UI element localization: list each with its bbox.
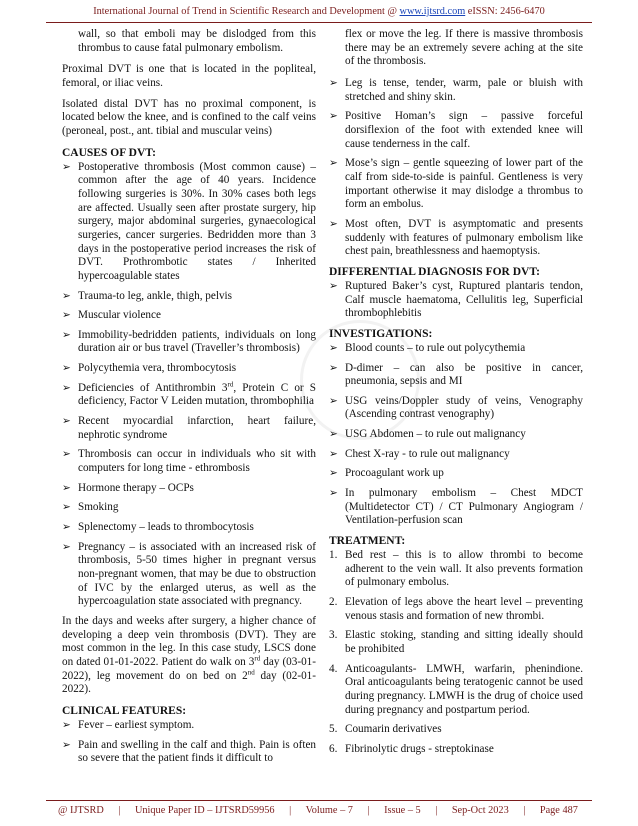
list-item: ➢ Fever – earliest symptom. xyxy=(62,719,316,733)
list-item: ➢ USG veins/Doppler study of veins, Venography (Ascending contrast venography) xyxy=(329,395,583,422)
list-item: ➢ D-dimer – can also be positive in cancer, pneumonia, sepsis and MI xyxy=(329,362,583,389)
antithrombin-text: Deficiencies of Antithrombin 3 xyxy=(78,381,228,394)
superscript: rd xyxy=(254,654,261,663)
list-item: ➢ Muscular violence xyxy=(62,309,316,323)
footer-separator: | xyxy=(289,805,292,816)
list-item: ➢ Immobility-bedridden patients, individuals on long duration air or bus travel (Traveller’s thrombosis) xyxy=(62,329,316,356)
case-text: In the days and weeks after surgery, a higher chance of developing a deep vein thrombosis (DVT). They are most common in the leg. In this case study, LSCS done on dated 01-01-2022. Patient do walk on 3 xyxy=(62,614,316,668)
list-item: ➢ Blood counts – to rule out polycythemia xyxy=(329,342,583,356)
running-header xyxy=(0,6,638,19)
list-item: ➢ USG Abdomen – to rule out malignancy xyxy=(329,428,583,442)
treatment-heading: TREATMENT: xyxy=(329,535,406,548)
case-text: day (03-01-2022), leg movement do on bed on 2 xyxy=(62,655,316,682)
list-item: ➢ Procoagulant work up xyxy=(329,467,583,481)
differential-diagnosis-heading: DIFFERENTIAL DIAGNOSIS FOR DVT: xyxy=(329,265,540,278)
numbered-item-text: Bed rest – this is to allow thrombi to become adherent to the vein wall. It also prevents formation of pulmonary embolus. xyxy=(345,549,583,589)
superscript: nd xyxy=(247,667,255,676)
header-rule xyxy=(46,22,592,23)
case-text: day (02-01-2022). xyxy=(62,669,316,696)
footer-rule xyxy=(46,800,592,801)
continued-bullet-text: wall, so that emboli may be dislodged from this thrombus to cause fatal pulmonary embolism. xyxy=(78,28,316,54)
left-column xyxy=(62,28,316,772)
distal-dvt-paragraph: Isolated distal DVT has no proximal component, is located below the knee, and is confined to the calf veins (peroneal, post., ant. tibial and muscular veins) xyxy=(62,97,316,137)
right-column xyxy=(329,28,583,763)
list-item: ➢ Pain and swelling in the calf and thigh. Pain is often so severe that the patient finds it difficult to xyxy=(62,739,316,766)
numbered-item: 2. Elevation of legs above the heart level – preventing venous stasis and formation of new thrombi. xyxy=(329,596,583,622)
list-item: ➢ Trauma-to leg, ankle, thigh, pelvis xyxy=(62,290,316,304)
numbered-item-text: Anticoagulants- LMWH, warfarin, phenindione. Oral anticoagulants being teratogenic cannot be used during pregnancy. LMWH is the drug of choice used during pregnancy and postpartum period. xyxy=(345,662,583,716)
list-item: ➢ In pulmonary embolism – Chest MDCT (Multidetector CT) / CT Pulmonary Angiogram / Ventilation-perfusion scan xyxy=(329,487,583,528)
list-item: ➢ Splenectomy – leads to thrombocytosis xyxy=(62,521,316,535)
list-item: ➢ Ruptured Baker’s cyst, Ruptured plantaris tendon, Calf muscle haematoma, Cellulitis leg, Superficial thrombophlebitis xyxy=(329,280,583,321)
numbered-item-text: Coumarin derivatives xyxy=(345,723,442,736)
footer-volume: Volume – 7 xyxy=(305,805,353,816)
numbered-item-text: Fibrinolytic drugs - streptokinase xyxy=(345,742,494,755)
list-item: ➢ Postoperative thrombosis (Most common cause) – common after the age of 40 years. Incidence following surgeries is 30%. In 30% cases both legs are affected. Usually seen after prostate surgery, hip surgery, major abdominal surgeries, gynaecological surgeries, cancer surgeries. Bedridden more than 3 days in the postoperative period increases the risk of DVT. Prothrombotic states / Inherited hypercoagulable states xyxy=(62,161,316,284)
footer-date: Sep-Oct 2023 xyxy=(451,805,509,816)
antithrombin-text-cont: , Protein C or S deficiency, Factor V Leiden mutation, thrombophilia xyxy=(78,381,317,408)
journal-name: International Journal of Trend in Scientific Research and Development @ xyxy=(93,6,400,17)
list-item: ➢ Most often, DVT is asymptomatic and presents suddenly with features of pulmonary embolism like chest pain, breathlessness and haemoptysis. xyxy=(329,218,583,259)
list-item: ➢ Chest X-ray - to rule out malignancy xyxy=(329,448,583,462)
footer-separator: | xyxy=(435,805,438,816)
list-item: ➢ Pregnancy – is associated with an increased risk of thrombosis, 5-50 times higher in pregnant versus non-pregnant women, that may be due to obstruction of IVC by the enlarged uterus, as well as the hypercoagulation state associated with pregnancy. xyxy=(62,541,316,609)
footer-page-number: Page 487 xyxy=(539,805,578,816)
journal-issn: eISSN: 2456-6470 xyxy=(465,6,545,17)
list-item: ➢ Thrombosis can occur in individuals who sit with computers for long time - ethrombosis xyxy=(62,448,316,475)
footer-separator: | xyxy=(367,805,370,816)
list-item: ➢ Hormone therapy – OCPs xyxy=(62,482,316,496)
running-footer xyxy=(58,805,578,818)
footer-issue: Issue – 5 xyxy=(384,805,421,816)
numbered-item: 6. Fibrinolytic drugs - streptokinase xyxy=(329,742,494,755)
numbered-item: 1. Bed rest – this is to allow thrombi to become adherent to the vein wall. It also prevents formation of pulmonary embolus. xyxy=(329,549,583,589)
footer-separator: | xyxy=(118,805,121,816)
numbered-item-text: Elastic stoking, standing and sitting ideally should be prohibited xyxy=(345,629,583,656)
case-study-paragraph xyxy=(62,615,316,697)
investigations-heading: INVESTIGATIONS: xyxy=(329,327,433,340)
proximal-dvt-paragraph: Proximal DVT is one that is located in the popliteal, femoral, or iliac veins. xyxy=(62,63,316,89)
superscript: rd xyxy=(227,380,234,389)
footer-paper-id: Unique Paper ID – IJTSRD59956 xyxy=(134,805,275,816)
numbered-item-text: Elevation of legs above the heart level – preventing venous stasis and formation of new thrombi. xyxy=(345,596,583,622)
numbered-item: 5. Coumarin derivatives xyxy=(329,723,442,736)
causes-heading: CAUSES OF DVT: xyxy=(62,146,156,159)
clinical-features-heading: CLINICAL FEATURES: xyxy=(62,704,187,717)
list-item: ➢ Positive Homan’s sign – passive forceful dorsiflexion of the foot with extended knee will cause tenderness in the calf. xyxy=(329,110,583,151)
list-item: ➢ Leg is tense, tender, warm, pale or bluish with stretched and shiny skin. xyxy=(329,77,583,104)
list-item: ➢ Mose’s sign – gentle squeezing of lower part of the calf from side-to-side is painful. Gentleness is very important otherwise it may dislodge a thrombus to form an embolus. xyxy=(329,157,583,212)
continued-bullet-text: flex or move the leg. If there is massive thrombosis there may be an extremely severe aching at the site of the thrombosis. xyxy=(345,28,583,68)
footer-separator: | xyxy=(523,805,526,816)
list-item: ➢ Recent myocardial infarction, heart failure, nephrotic syndrome xyxy=(62,415,316,442)
list-item: ➢ Polycythemia vera, thrombocytosis xyxy=(62,362,316,376)
numbered-item: 4. Anticoagulants- LMWH, warfarin, phenindione. Oral anticoagulants being teratogenic cannot be used during pregnancy. LMWH is the drug of choice used during pregnancy and postpartum period. xyxy=(329,662,583,716)
footer-journal: @ IJTSRD xyxy=(58,805,104,816)
journal-website-link[interactable]: www.ijtsrd.com xyxy=(399,6,466,17)
list-item: ➢ Smoking xyxy=(62,501,316,515)
numbered-item: 3. Elastic stoking, standing and sitting ideally should be prohibited xyxy=(329,629,583,656)
list-item-antithrombin xyxy=(62,382,316,409)
